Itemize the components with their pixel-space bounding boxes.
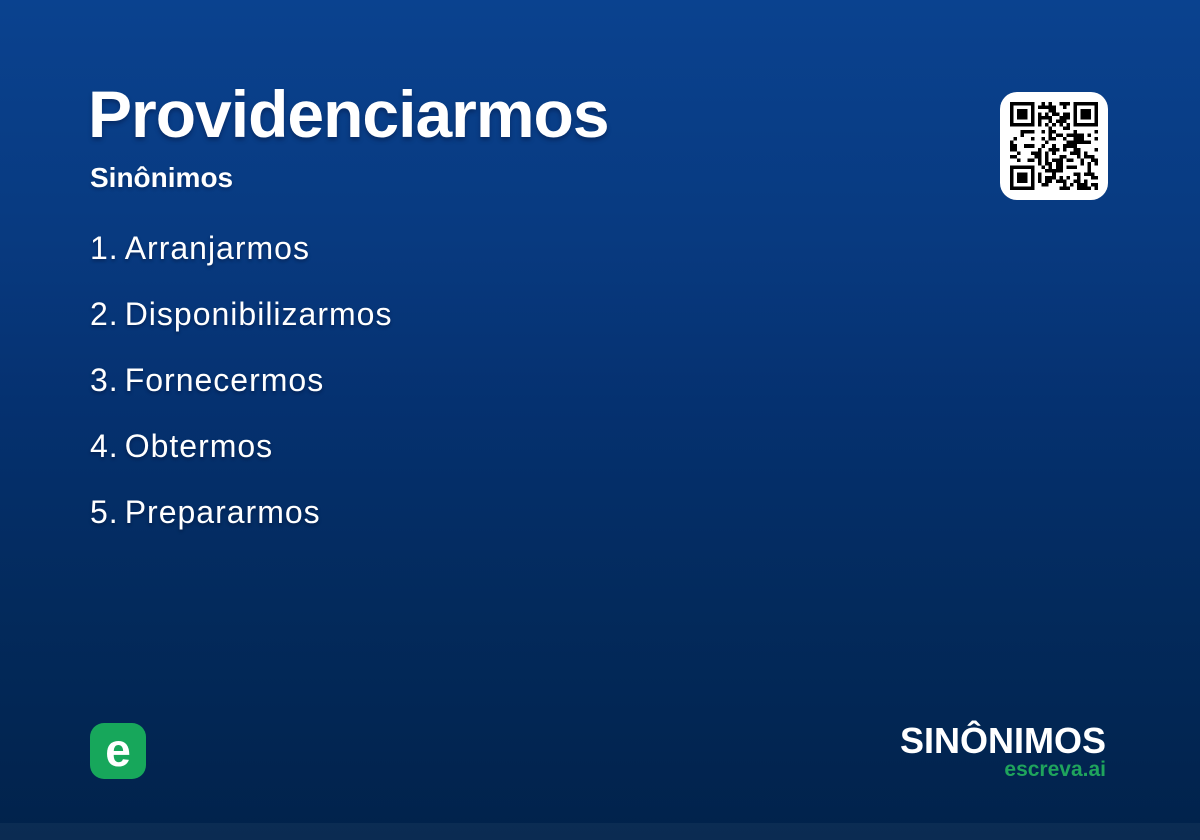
qr-code — [1000, 92, 1108, 200]
list-item-number: 5. — [90, 494, 119, 530]
escreva-logo-letter: e — [105, 723, 131, 776]
list-item — [90, 298, 392, 330]
synonym-list — [90, 232, 392, 528]
brand-lockup — [900, 720, 1106, 780]
list-item-number: 2. — [90, 296, 119, 332]
list-item — [90, 430, 392, 462]
list-item — [90, 496, 392, 528]
list-item-text: Fornecermos — [124, 362, 325, 398]
brand-name: SINÔNIMOS — [899, 720, 1106, 761]
list-item-text: Obtermos — [124, 428, 274, 464]
brand-site: escreva.ai — [1004, 758, 1106, 782]
page-title: Providenciarmos — [88, 77, 609, 151]
bottom-band — [0, 823, 1200, 840]
escreva-logo — [90, 723, 146, 779]
list-item — [90, 364, 392, 396]
list-item-text: Disponibilizarmos — [124, 296, 393, 332]
list-item-number: 3. — [90, 362, 119, 398]
list-item-text: Prepararmos — [124, 494, 321, 530]
list-item-text: Arranjarmos — [124, 230, 310, 266]
list-item-number: 1. — [90, 230, 119, 266]
list-item-number: 4. — [90, 428, 119, 464]
list-item — [90, 232, 392, 264]
subtitle: Sinônimos — [90, 162, 234, 193]
qr-code-icon — [1010, 102, 1098, 190]
